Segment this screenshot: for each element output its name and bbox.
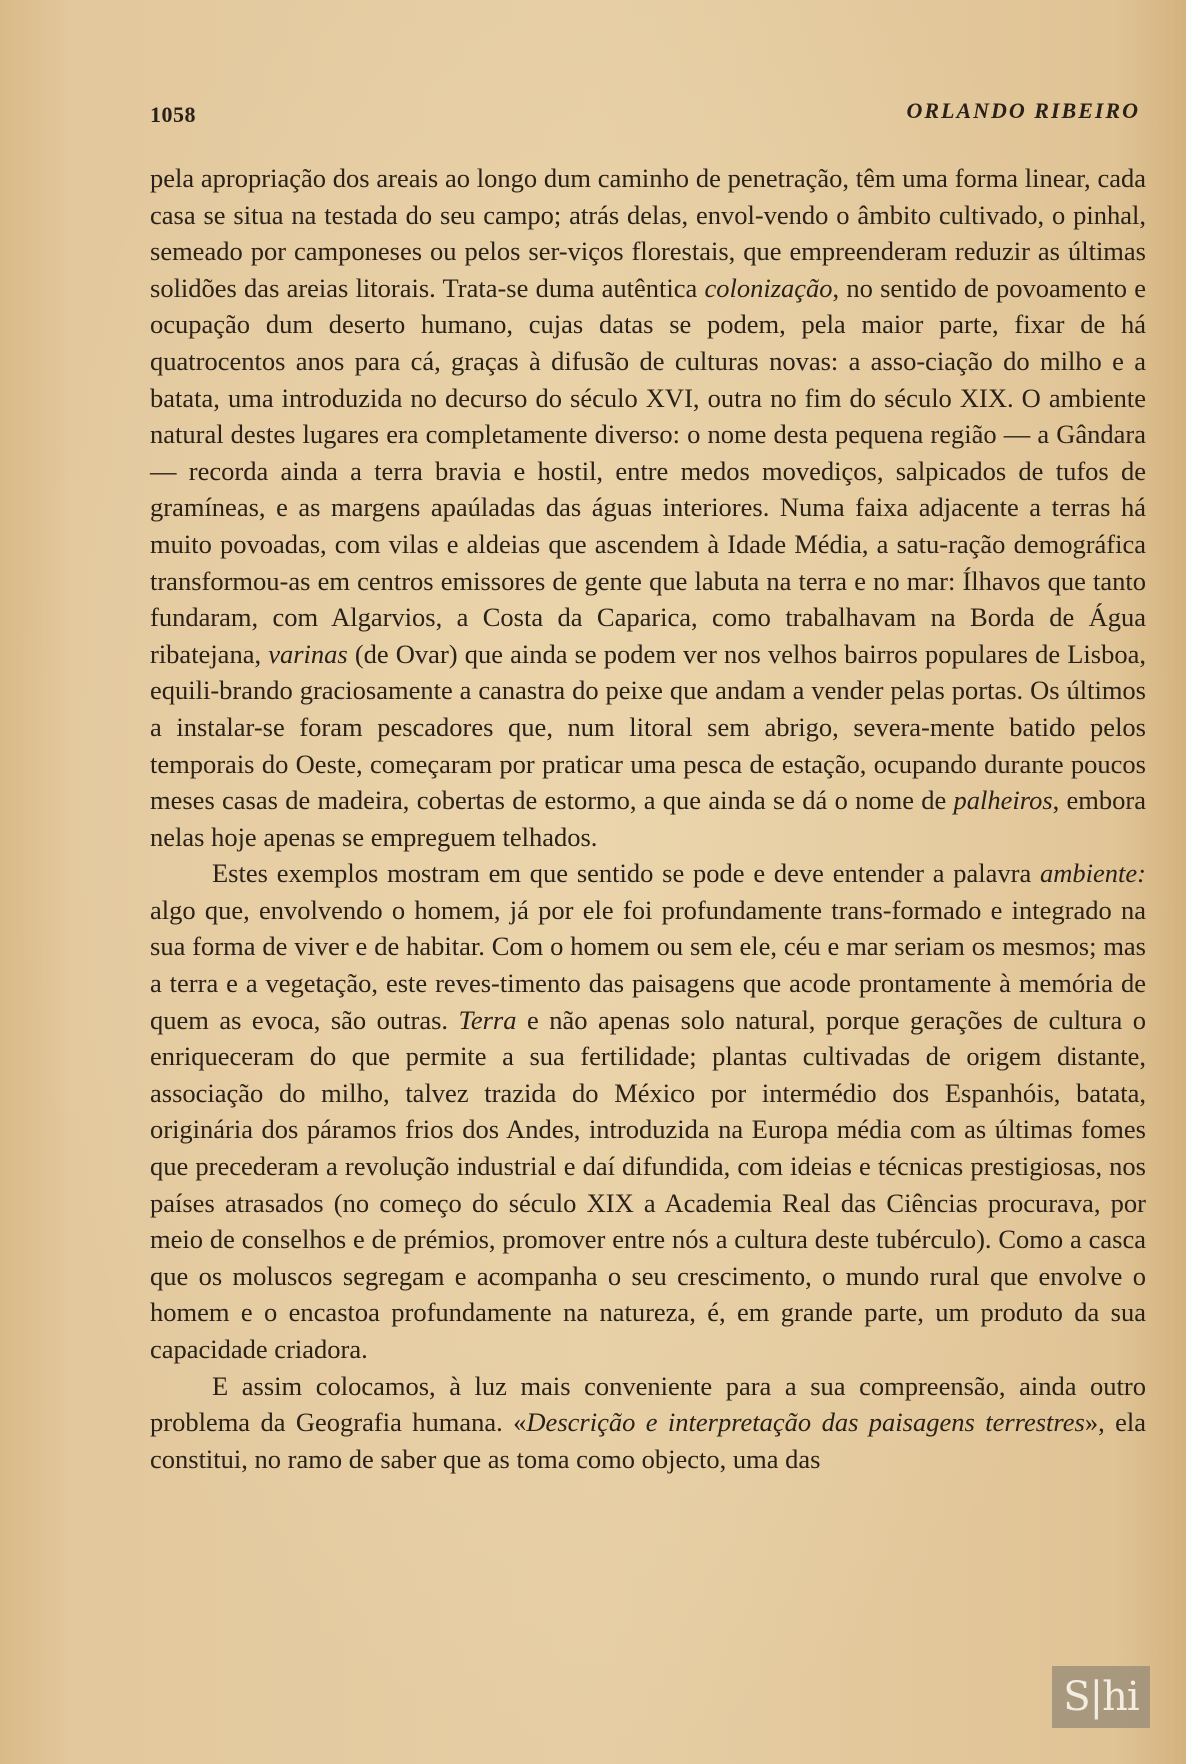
text-run: E assim colocamos, à luz mais conveniente para a sua compreensão, ainda outro problema da Geografia humana. «: [150, 1370, 1146, 1438]
italic-title-descricao: Descrição e interpretação das paisagens terrestres: [526, 1407, 1085, 1438]
paragraph-3: [150, 1368, 1146, 1478]
watermark-logo: [1052, 1666, 1150, 1728]
italic-term-palheiros: palheiros: [953, 785, 1053, 816]
page-header: [150, 98, 1140, 132]
text-run: », ela constitui, no ramo de saber que as toma como objecto, uma das: [150, 1407, 1146, 1474]
page-number: 1058: [150, 102, 196, 127]
italic-term-terra: Terra: [458, 1004, 517, 1035]
running-head-author: ORLANDO RIBEIRO: [906, 98, 1140, 123]
italic-term-ambiente: ambiente:: [1040, 858, 1146, 889]
text-run: pela apropriação dos areais ao longo dum caminho de penetração, têm uma forma linear, cada casa se situa na testada do seu campo; atrás delas, envol-vendo o âmbito cultivado, o pinhal, semeado por camponeses ou pelos ser-viços florestais, que empreenderam reduzir as últimas solidões das areias litorais. Trata-se duma autêntica: [150, 163, 1146, 303]
text-run: , no sentido de povoamento e ocupação dum deserto humano, cujas datas se podem, pela maior parte, fixar de há quatrocentos anos para cá, graças à difusão de culturas novas: a asso-ciação do milho e a batata, uma introduzida no decurso do século XVI, outra no fim do século XIX. O ambiente natural destes lugares era completamente diverso: o nome desta pequena região — a Gândara — recorda ainda a terra bravia e hostil, entre medos movediços, salpicados de tufos de gramíneas, e as margens apaúladas das águas interiores. Numa faixa adjacente a terras há muito povoadas, com vilas e aldeias que ascendem à Idade Média, a satu-ração demográfica transformou-as em centros emissores de gente que labuta na terra e no mar: Ílhavos que tanto fundaram, com Algarvios, a Costa da Caparica, como trabalhavam na Borda de Água ribatejana,: [150, 272, 1146, 669]
body-text: [150, 160, 1146, 1477]
text-run: , embora nelas hoje apenas se empreguem telhados.: [150, 785, 1147, 852]
paragraph-2: [150, 855, 1146, 1367]
text-run: (de Ovar) que ainda se podem ver nos velhos bairros populares de Lisboa, equili-brando graciosamente a canastra do peixe que andam a vender pelas portas. Os últimos a instalar-se foram pescadores que, num litoral sem abrigo, severa-mente batido pelos temporais do Oeste, começaram por praticar uma pesca de estação, ocupando durante poucos meses casas de madeira, cobertas de estormo, a que ainda se dá o nome de: [150, 638, 1146, 816]
paragraph-1: [150, 160, 1146, 855]
italic-term-varinas: varinas: [268, 638, 348, 669]
text-run: e não apenas solo natural, porque gerações de cultura o enriqueceram do que permite a sua fertilidade; plantas cultivadas de origem distante, associação do milho, talvez trazida do México por intermédio dos Espanhóis, batata, originária dos páramos frios dos Andes, introduzida na Europa média com as últimas fomes que precederam a revolução industrial e daí difundida, com ideias e técnicas prestigiosas, nos países atrasados (no começo do século XIX a Academia Real das Ciências procurava, por meio de conselhos e de prémios, promover entre nós a cultura deste tubérculo). Como a casca que os moluscos segregam e acompanha o seu crescimento, o mundo rural que envolve o homem e o encastoa profundamente na natureza, é, em grande parte, um produto da sua capacidade criadora.: [150, 1004, 1146, 1364]
italic-term-colonizacao: colonização: [704, 272, 833, 303]
text-run: algo que, envolvendo o homem, já por ele foi profundamente trans-formado e integrado na sua forma de viver e de habitar. Com o homem ou sem ele, céu e mar seriam os mesmos; mas a terra e a vegetação, este reves-timento das paisagens que acode prontamente à memória de quem as evoca, são outras.: [150, 894, 1146, 1035]
text-run: Estes exemplos mostram em que sentido se pode e deve entender a palavra: [212, 858, 1041, 889]
watermark-text: S|hi: [1063, 1674, 1139, 1720]
